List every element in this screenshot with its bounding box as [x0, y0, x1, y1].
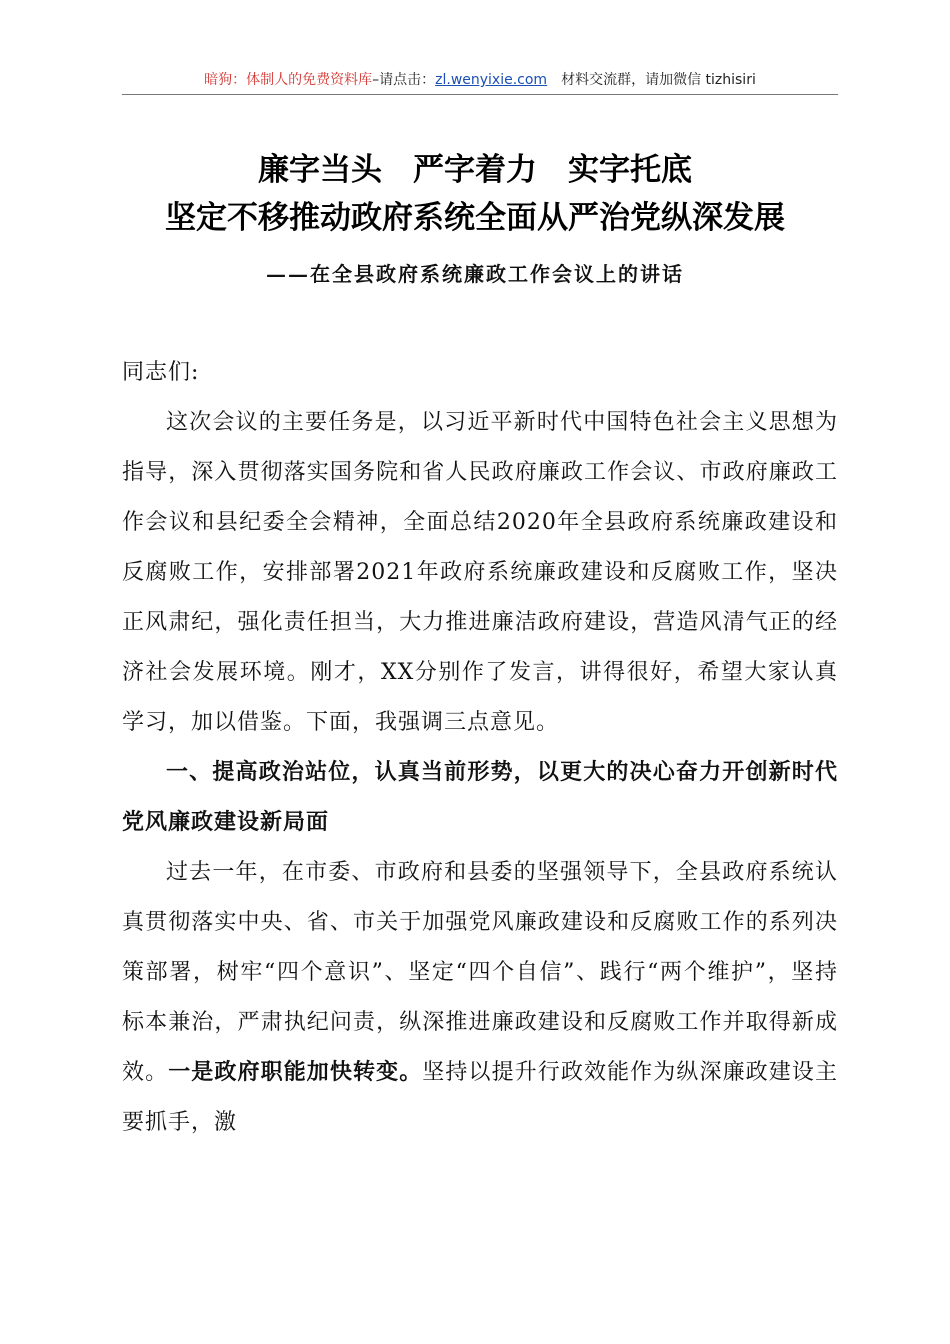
page-header — [122, 66, 838, 95]
header-prompt: –请点击： — [372, 72, 436, 88]
paragraph-review-text: 过去一年，在市委、市政府和县委的坚强领导下，全县政府系统认真贯彻落实中央、省、市关于加强党风廉政建设和反腐败工作的系列决策部署，树牢“四个意识”、坚定“四个自信”、践行“两个维护”，坚持标本兼治，严肃执纪问责，纵深推进廉政建设和反腐败工作并取得新成效。 — [122, 860, 838, 1085]
paragraph-review — [122, 848, 838, 1148]
section-heading-1: 一、提高政治站位，认真当前形势，以更大的决心奋力开创新时代党风廉政建设新局面 — [122, 760, 838, 835]
header-brand: 暗狗：体制人的免费资料库 — [204, 72, 373, 88]
paragraph-intro: 这次会议的主要任务是，以习近平新时代中国特色社会主义思想为指导，深入贯彻落实国务院和省人民政府廉政工作会议、市政府廉政工作会议和县纪委全会精神，全面总结2020年全县政府系统廉政建设和反腐败工作，安排部署2021年政府系统廉政建设和反腐败工作，坚决正风肃纪，强化责任担当，大力推进廉洁政府建设，营造风清气正的经济社会发展环境。刚才，XX分别作了发言，讲得很好，希望大家认真学习，加以借鉴。下面，我强调三点意见。 — [122, 410, 838, 735]
salutation: 同志们: — [122, 360, 200, 385]
document-body — [122, 348, 838, 1148]
paragraph-review-continuation: 坚持以提升行政效能作为纵深廉政建设主要抓手，激 — [122, 1060, 838, 1135]
document-subtitle: ——在全县政府系统廉政工作会议上的讲话 — [266, 262, 684, 286]
header-link[interactable]: zl.wenyixie.com — [435, 72, 548, 88]
paragraph-review-point-1: 一是政府职能加快转变。 — [168, 1060, 423, 1085]
header-note: 材料交流群，请加微信 tizhisiri — [561, 72, 756, 88]
document-title-line-2: 坚定不移推动政府系统全面从严治党纵深发展 — [165, 200, 785, 236]
document-title-line-1: 廉字当头 严字着力 实字托底 — [258, 152, 692, 188]
